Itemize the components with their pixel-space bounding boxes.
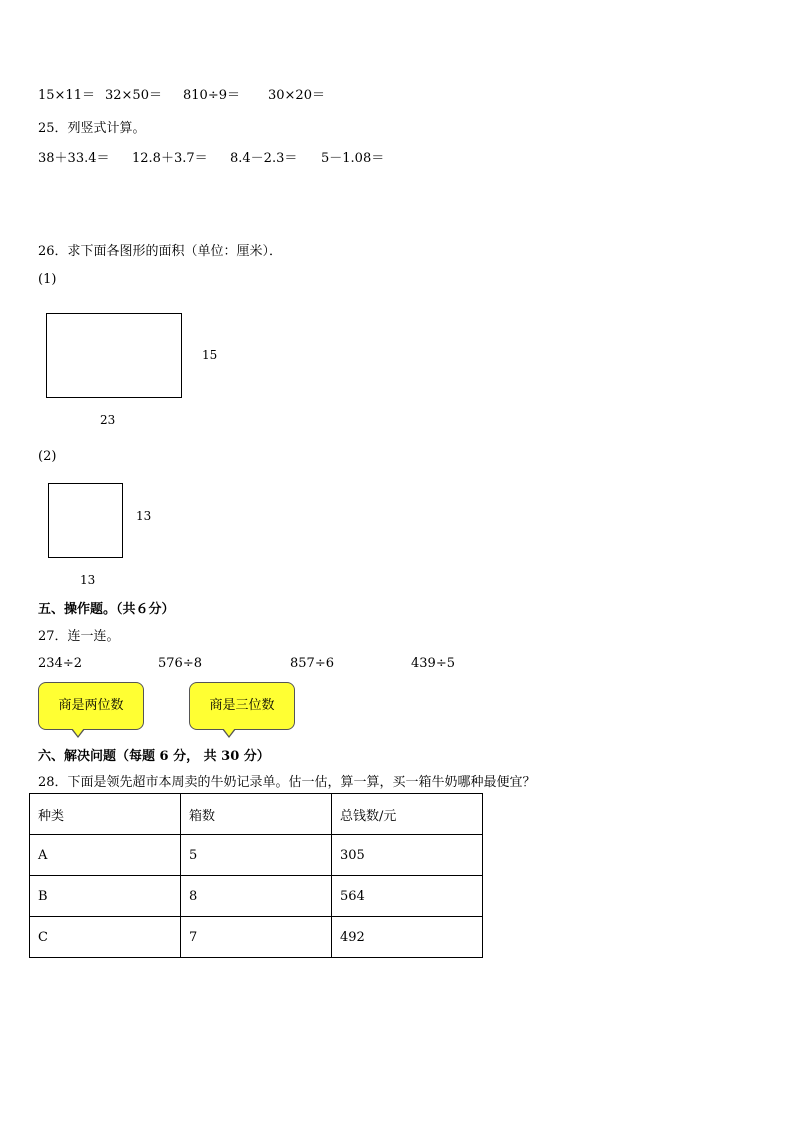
table-header-cell: 总钱数/元 [332,794,483,835]
question-26-title: 26．求下面各图形的面积（单位：厘米）． [38,244,283,259]
table-row [30,917,483,958]
square-bottom-label: 13 [80,573,96,587]
division-item: 439÷5 [411,656,455,671]
table-header-cell: 种类 [30,794,181,835]
square-figure [48,483,123,558]
rectangle-width-label: 23 [100,413,116,427]
table-cell: 492 [332,917,483,958]
table-cell: B [30,876,181,917]
vertical-calc-item: 8.4－2.3＝ [230,151,298,166]
tag-label: 商是三位数 [209,698,275,713]
table-cell: 7 [181,917,332,958]
callout-tail [222,729,236,738]
calc-item: 30×20＝ [268,88,325,103]
section-6-title: 六、解决问题（每题 6 分， 共 30 分） [38,749,270,764]
section-5-title: 五、操作题。（共６分） [38,602,175,617]
vertical-calc-item: 5－1.08＝ [321,151,385,166]
table-header-cell: 箱数 [181,794,332,835]
figure-1-label: (1) [38,272,57,287]
table-cell: 564 [332,876,483,917]
table-header-row [30,794,483,835]
table-cell: A [30,835,181,876]
tag-three-digit-quotient[interactable] [189,682,295,730]
table-cell: 5 [181,835,332,876]
table-cell: 305 [332,835,483,876]
figure-2-label: (2) [38,449,57,464]
tag-two-digit-quotient[interactable] [38,682,144,730]
tag-label: 商是两位数 [58,698,124,713]
callout-tail [71,729,85,738]
square-side-label: 13 [136,509,152,523]
milk-sales-table [29,793,483,958]
calc-item: 810÷9＝ [183,88,240,103]
vertical-calc-item: 12.8＋3.7＝ [132,151,208,166]
question-25-title: 25．列竖式计算。 [38,121,146,136]
question-27-title: 27．连一连。 [38,629,120,644]
table-cell: C [30,917,181,958]
rectangle-figure [46,313,182,398]
table-row [30,876,483,917]
rectangle-height-label: 15 [202,348,218,362]
table-row [30,835,483,876]
table-cell: 8 [181,876,332,917]
division-item: 234÷2 [38,656,82,671]
vertical-calc-item: 38＋33.4＝ [38,151,110,166]
calc-item: 32×50＝ [105,88,162,103]
question-28-title: 28．下面是领先超市本周卖的牛奶记录单。估一估，算一算，买一箱牛奶哪种最便宜？ [38,775,536,790]
division-item: 576÷8 [158,656,202,671]
calc-item: 15×11＝ [38,88,95,103]
division-item: 857÷6 [290,656,334,671]
